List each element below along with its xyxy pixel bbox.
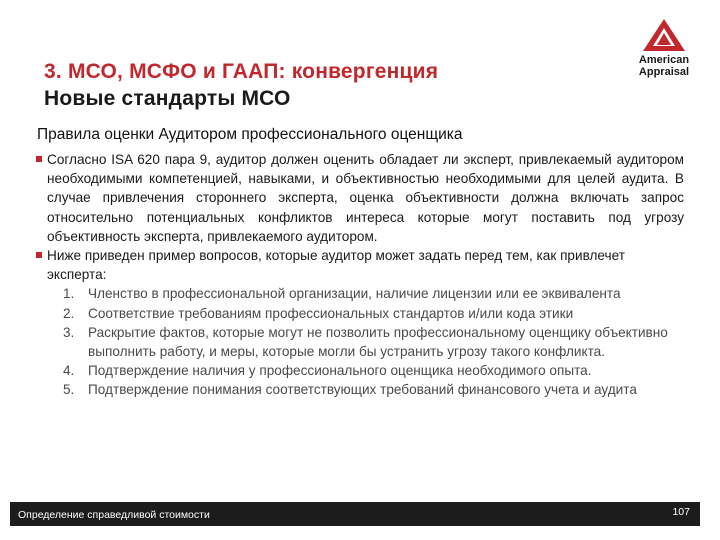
title-line-1: 3. МСО, МСФО и ГААП: конвергенция [44,60,439,83]
bullet-isa-620 [36,150,684,246]
logo-wordmark [626,54,702,78]
list-item [36,380,684,399]
slide-title [44,58,604,112]
list-item-text: Членство в профессиональной организации, наличие лицензии или ее эквивалента [88,286,621,302]
list-item [36,284,684,303]
list-item [36,361,684,380]
list-item-number: 2. [63,305,75,321]
footer-title: Определение справедливой стоимости [18,509,210,521]
american-appraisal-logo [626,18,702,94]
bullet-marker-icon [36,156,42,162]
title-line-2: Новые стандарты МСО [44,87,291,110]
bullet-text: Согласно ISA 620 пара 9, аудитор должен оценить обладает ли эксперт, привлекаемый аудитором необходимыми компетенцией, навыками, и объективностью необходимыми для целей аудита. В случае привлечения стороннего эксперта, оценка объективности должна включать запрос относительно потенциальных конфликтов интереса которые могут поставить под угрозу объективность эксперта, привлекаемого аудитором. [47,152,684,244]
list-item [36,304,684,323]
page-number: 107 [672,506,690,518]
bullet-marker-icon [36,252,42,258]
logo-text-line-1: American [638,54,690,66]
list-item-text: Раскрытие фактов, которые могут не позволить профессиональному оценщику объективно выполнить работу, и меры, которые могли бы устранить угрозу такого конфликта. [88,324,668,360]
question-list [36,284,684,399]
bullet-text: Ниже приведен пример вопросов, которые аудитор может задать перед тем, как привлечет эксперта: [47,248,625,283]
bullet-example-questions [36,246,684,284]
list-item-text: Подтверждение понимания соответствующих требований финансового учета и аудита [88,382,637,398]
list-item-text: Подтверждение наличия у профессионального оценщика необходимого опыта. [88,363,592,379]
list-item [36,323,684,361]
list-item-text: Соответствие требованиям профессиональных стандартов и/или кода этики [88,305,574,321]
slide-content [36,150,684,400]
footer-bar [10,502,700,526]
list-item-number: 3. [63,324,75,340]
list-item-number: 5. [63,382,75,398]
triangle-logo-icon [642,18,686,52]
section-subtitle: Правила оценки Аудитором профессионального оценщика [37,126,463,143]
list-item-number: 4. [63,363,75,379]
logo-text-line-2: Appraisal [638,66,690,78]
list-item-number: 1. [63,286,75,302]
